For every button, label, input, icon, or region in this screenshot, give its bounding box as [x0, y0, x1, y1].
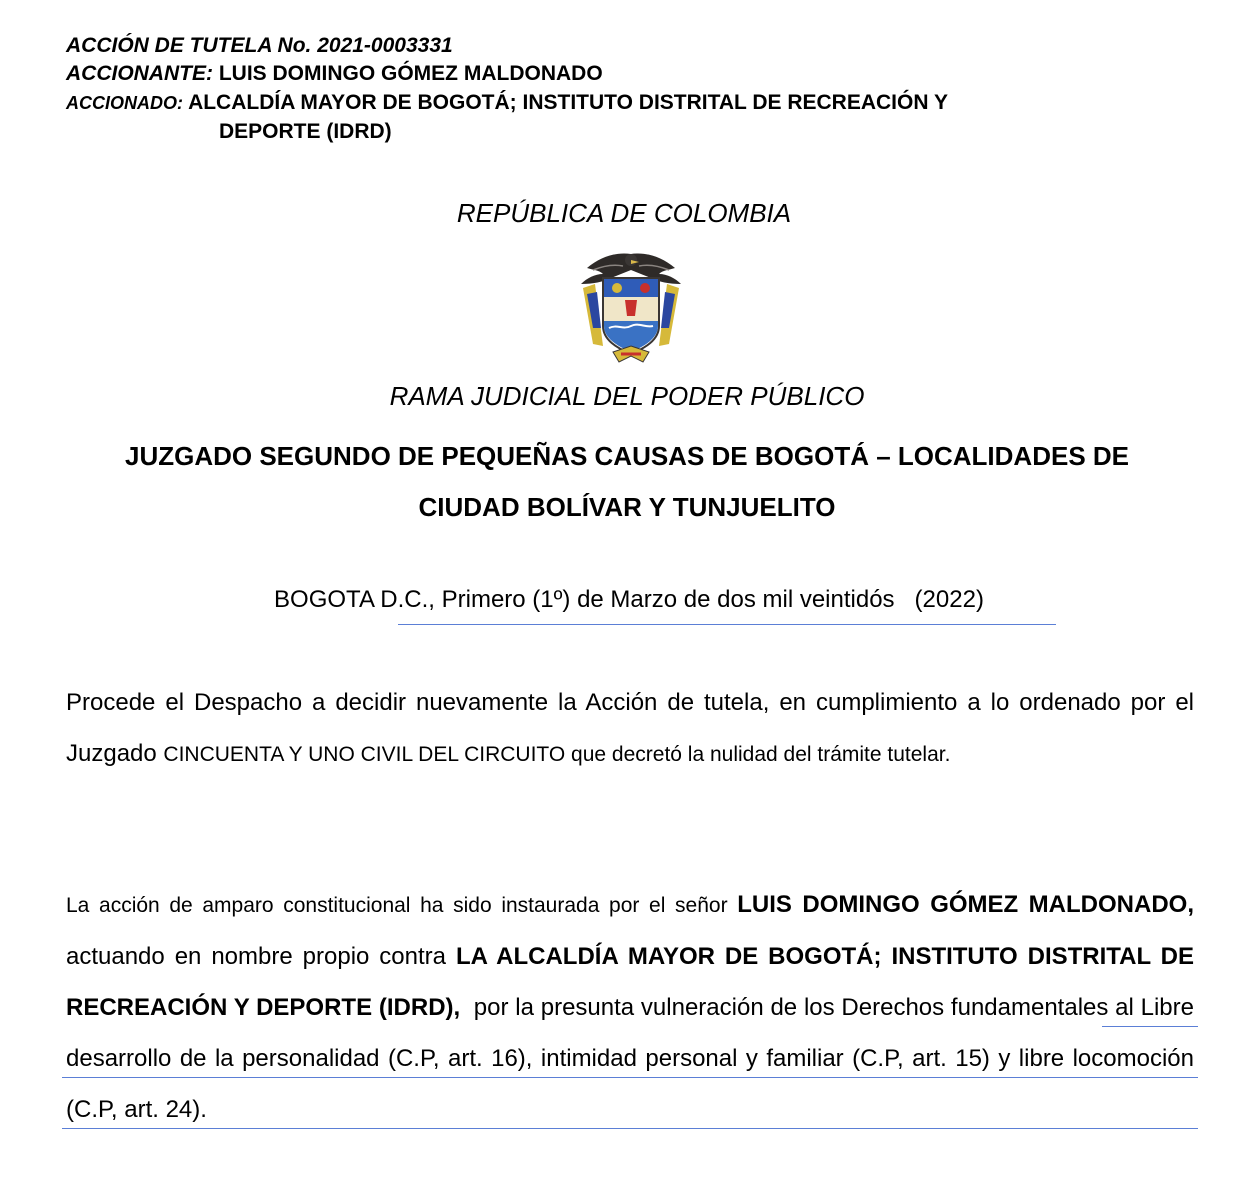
juzgado-heading	[0, 431, 1254, 533]
date-line: BOGOTA D.C., Primero (1º) de Marzo de dos mil veintidós (2022)	[274, 586, 984, 613]
rama-heading: RAMA JUDICIAL DEL PODER PÚBLICO	[389, 381, 865, 411]
plaintiff-name: LUIS DOMINGO GÓMEZ MALDONADO,	[737, 891, 1195, 918]
republica-heading: REPÚBLICA DE COLOMBIA	[456, 198, 792, 228]
paragraph-2-text-a: La acción de amparo constitucional ha sido instaurada por el señor	[66, 894, 738, 917]
juzgado-line-2: CIUDAD BOLÍVAR Y TUNJUELITO	[418, 492, 836, 522]
date-underline	[398, 624, 1056, 625]
accionado-label: ACCIONADO:	[66, 93, 183, 113]
underline-2	[62, 1077, 1198, 1078]
accionado-value-cont: DEPORTE (IDRD)	[219, 120, 392, 143]
paragraph-1-text-b: CINCUENTA Y UNO CIVIL DEL CIRCUITO que decretó la nulidad del trámite tutelar.	[163, 743, 951, 766]
paragraph-2-text-c: actuando en nombre propio contra	[66, 943, 456, 970]
accionado-value: ALCALDÍA MAYOR DE BOGOTÁ; INSTITUTO DISTRITAL DE RECREACIÓN Y	[188, 91, 948, 114]
defendant-name: LA ALCALDÍA MAYOR DE BOGOTÁ; INSTITUTO DISTRITAL DE RECREACIÓN Y DEPORTE (IDRD),	[66, 943, 1194, 1021]
underline-1	[1102, 1026, 1198, 1027]
paragraph-1-text-a: Procede el Despacho a decidir nuevamente la Acción de tutela, en cumplimiento a lo ordenado por el Juzgado	[66, 689, 1194, 767]
juzgado-line-1: JUZGADO SEGUNDO DE PEQUEÑAS CAUSAS DE BOGOTÁ – LOCALIDADES DE	[125, 441, 1129, 471]
underline-3	[62, 1128, 1198, 1129]
accionante-line	[66, 60, 603, 88]
accionado-line	[66, 89, 948, 117]
paragraph-1	[66, 677, 1194, 780]
paragraph-2	[66, 879, 1201, 1135]
accionante-value: LUIS DOMINGO GÓMEZ MALDONADO	[218, 62, 603, 85]
colombia-coat-of-arms-icon	[573, 248, 689, 366]
accionante-label: ACCIONANTE:	[66, 62, 213, 85]
paragraph-2-text-e: por la presunta vulneración de los Derechos fundamentales al Libre desarrollo de la personalidad (C.P, art. 16), intimidad personal y familiar (C.P, art. 15) y libre locomoción (C.P, art. 24).	[66, 994, 1201, 1123]
case-number: ACCIÓN DE TUTELA No. 2021-0003331	[66, 34, 453, 57]
